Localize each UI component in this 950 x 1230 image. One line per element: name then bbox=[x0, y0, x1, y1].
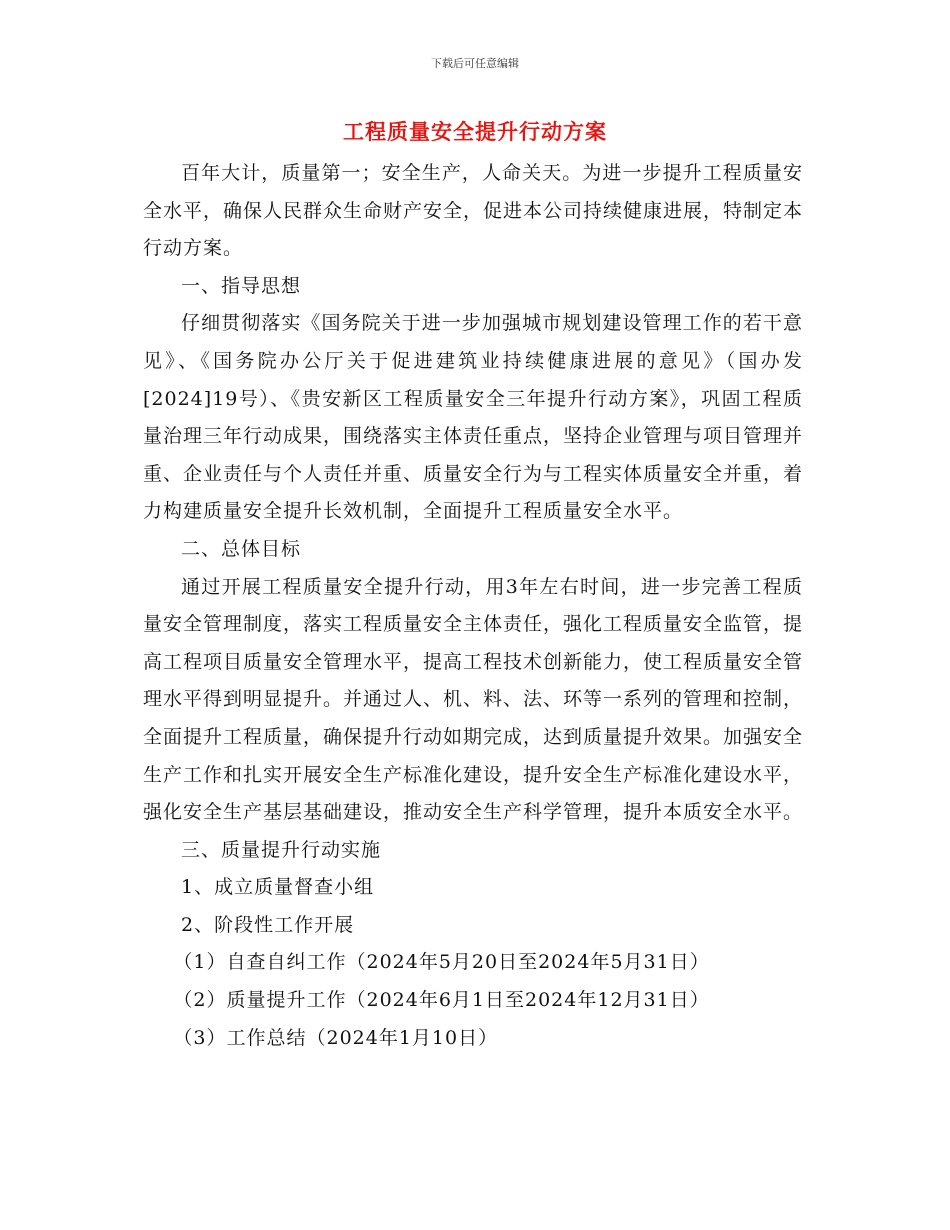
document-body bbox=[143, 155, 803, 1057]
phase-item-self-check: （1）自查自纠工作（2024年5月20日至2024年5月31日） bbox=[173, 951, 710, 974]
phase-item-quality-improvement: （2）质量提升工作（2024年6月1日至2024年12月31日） bbox=[173, 989, 710, 1012]
section-heading-guiding-ideology: 一、指导思想 bbox=[181, 274, 302, 297]
phase-item-summary: （3）工作总结（2024年1月10日） bbox=[173, 1026, 499, 1049]
subsection-inspection-team: 1、成立质量督查小组 bbox=[181, 876, 375, 899]
document-title: 工程质量安全提升行动方案 bbox=[343, 120, 607, 144]
overall-goal-paragraph: 通过开展工程质量安全提升行动，用3年左右时间，进一步完善工程质量安全管理制度，落实工程质量安全主体责任，强化工程质量安全监管，提高工程项目质量安全管理水平，提高工程技术创新能力，使工程质量安全管理水平得到明显提升。并通过人、机、料、法、环等一系列的管理和控制，全面提升工程质量，确保提升行动如期完成，达到质量提升效果。加强安全生产工作和扎实开展安全生产标准化建设，提升安全生产标准化建设水平，强化安全生产基层基础建设，推动安全生产科学管理，提升本质安全水平。 bbox=[143, 575, 804, 824]
subsection-phased-work: 2、阶段性工作开展 bbox=[181, 913, 355, 936]
section-heading-overall-goal: 二、总体目标 bbox=[181, 537, 302, 560]
section-heading-implementation: 三、质量提升行动实施 bbox=[181, 838, 382, 861]
intro-paragraph: 百年大计，质量第一；安全生产，人命关天。为进一步提升工程质量安全水平，确保人民群众生命财产安全，促进本公司持续健康进展，特制定本行动方案。 bbox=[143, 162, 804, 260]
guiding-ideology-paragraph: 仔细贯彻落实《国务院关于进一步加强城市规划建设管理工作的若干意见》、《国务院办公厅关于促进建筑业持续健康进展的意见》（国办发[2024]19号）、《贵安新区工程质量安全三年提升行动方案》，巩固工程质量治理三年行动成果，围绕落实主体责任重点，坚持企业管理与项目管理并重、企业责任与个人责任并重、质量安全行为与工程实体质量安全并重，着力构建质量安全提升长效机制，全面提升工程质量安全水平。 bbox=[143, 312, 804, 523]
header-note: 下载后可任意编辑 bbox=[431, 57, 519, 70]
